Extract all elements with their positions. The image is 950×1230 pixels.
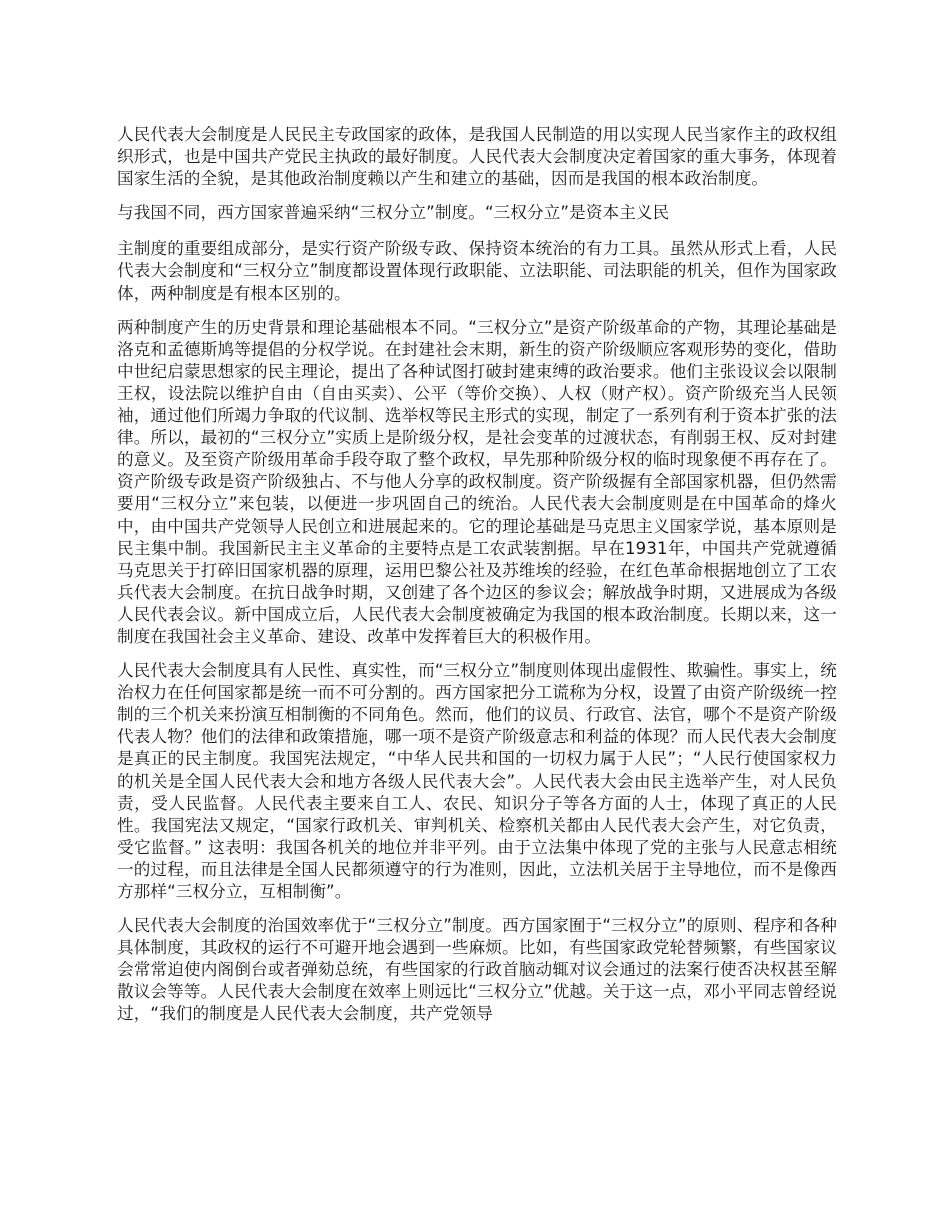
paragraph-1: 人民代表大会制度是人民民主专政国家的政体，是我国人民制造的用以实现人民当家作主的政权组织形式，也是中国共产党民主执政的最好制度。人民代表大会制度决定着国家的重大事务，体现着国家生活的全貌，是其他政治制度赖以产生和建立的基础，因而是我国的根本政治制度。 [117,125,837,189]
paragraph-5: 人民代表大会制度具有人民性、真实性，而“三权分立”制度则体现出虚假性、欺骗性。事实上，统治权力在任何国家都是统一而不可分割的。西方国家把分工谎称为分权，设置了由资产阶级统一控制的三个机关来扮演互相制衡的不同角色。然而，他们的议员、行政官、法官，哪个不是资产阶级代表人物？他们的法律和政策措施，哪一项不是资产阶级意志和利益的体现？而人民代表大会制度是真正的民主制度。我国宪法规定，“中华人民共和国的一切权力属于人民”；“人民行使国家权力的机关是全国人民代表大会和地方各级人民代表大会”。人民代表大会由民主选举产生，对人民负责，受人民监督。人民代表主要来自工人、农民、知识分子等各方面的人士，体现了真正的人民性。我国宪法又规定，“国家行政机关、审判机关、检察机关都由人民代表大会产生，对它负责，受它监督。” 这表明：我国各机关的地位并非平列。由于立法集中体现了党的主张与人民意志相统一的过程，而且法律是全国人民都须遵守的行为准则，因此，立法机关居于主导地位，而不是像西方那样“三权分立，互相制衡”。 [117,661,837,901]
paragraph-3: 主制度的重要组成部分，是实行资产阶级专政、保持资本统治的有力工具。虽然从形式上看，人民代表大会制度和“三权分立”制度都设置体现行政职能、立法职能、司法职能的机关，但作为国家政体，两种制度是有根本区别的。 [117,239,837,303]
paragraph-2: 与我国不同，西方国家普遍采纳“三权分立”制度。“三权分立”是资本主义民 [117,203,670,223]
paragraph-6: 人民代表大会制度的治国效率优于“三权分立”制度。西方国家囿于“三权分立”的原则、程序和各种具体制度，其政权的运行不可避开地会遇到一些麻烦。比如，有些国家政党轮替频繁，有些国家议会常常迫使内阁倒台或者弹劾总统，有些国家的行政首脑动辄对议会通过的法案行使否决权甚至解散议会等等。人民代表大会制度在效率上则远比“三权分立”优越。关于这一点，邓小平同志曾经说过，“我们的制度是人民代表大会制度，共产党领导 [117,916,837,1024]
document-body [117,124,837,1038]
paragraph-4: 两种制度产生的历史背景和理论基础根本不同。“三权分立”是资产阶级革命的产物，其理论基础是洛克和孟德斯鸠等提倡的分权学说。在封建社会末期，新生的资产阶级顺应客观形势的变化，借助中世纪启蒙思想家的民主理论，提出了各种试图打破封建束缚的政治要求。他们主张设议会以限制王权，设法院以维护自由（自由买卖）、公平（等价交换）、人权（财产权）。资产阶级充当人民领袖，通过他们所竭力争取的代议制、选举权等民主形式的实现，制定了一系列有利于资本扩张的法律。所以，最初的“三权分立”实质上是阶级分权，是社会变革的过渡状态，有削弱王权、反对封建的意义。及至资产阶级用革命手段夺取了整个政权，早先那种阶级分权的临时现象便不再存在了。资产阶级专政是资产阶级独占、不与他人分享的政权制度。资产阶级握有全部国家机器，但仍然需要用“三权分立”来包装，以便进一步巩固自己的统治。人民代表大会制度则是在中国革命的烽火中，由中国共产党领导人民创立和进展起来的。它的理论基础是马克思主义国家学说，基本原则是民主集中制。我国新民主主义革命的主要特点是工农武装割据。早在1931年，中国共产党就遵循马克思关于打碎旧国家机器的原理，运用巴黎公社及苏维埃的经验，在红色革命根据地创立了工农兵代表大会制度。在抗日战争时期，又创建了各个边区的参议会；解放战争时期，又进展成为各级人民代表会议。新中国成立后，人民代表大会制度被确定为我国的根本政治制度。长期以来，这一制度在我国社会主义革命、建设、改革中发挥着巨大的积极作用。 [117,317,837,646]
